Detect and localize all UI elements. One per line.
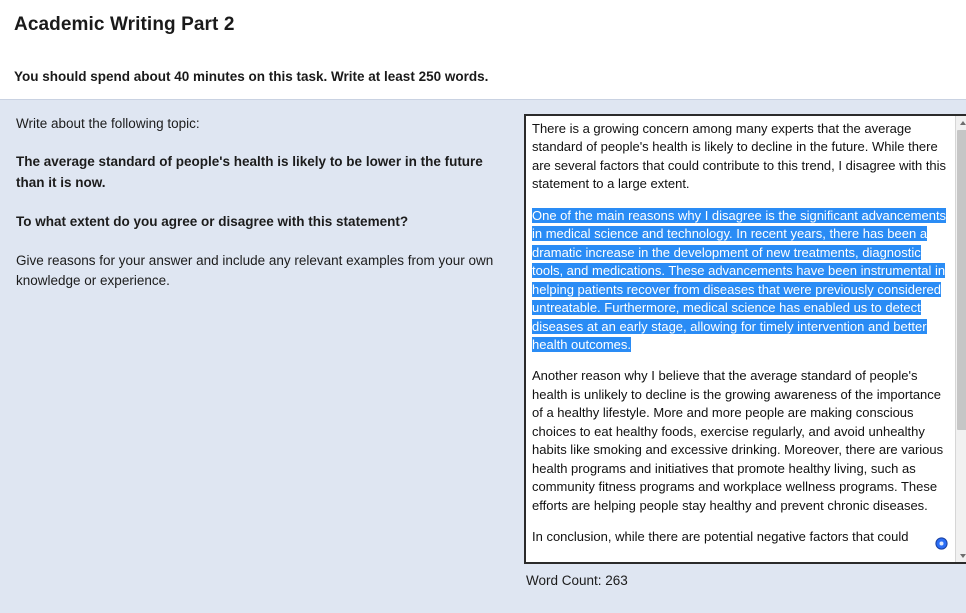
word-count-label: Word Count: 263 bbox=[526, 573, 628, 588]
scroll-up-arrow-icon[interactable] bbox=[956, 116, 966, 129]
prompt-lead: Write about the following topic: bbox=[16, 116, 200, 131]
essay-paragraph-3: Another reason why I believe that the average standard of people's health is unlikely to decline is the growing awareness of the importance of a healthy lifestyle. More and more people are making conscious choices to eat healthy foods, exercise regularly, and avoid unhealthy habits like smoking and excessive drinking. Moreover, there are various health programs and initiatives that promote healthy living, such as community fitness programs and workplace wellness programs. These efforts are helping people stay healthy and prevent chronic diseases. bbox=[532, 368, 944, 513]
prompt-question: To what extent do you agree or disagree with this statement? bbox=[16, 214, 409, 230]
task-body bbox=[0, 99, 966, 613]
scrollbar-thumb[interactable] bbox=[957, 130, 966, 430]
essay-paragraph-2-selected bbox=[532, 207, 949, 355]
essay-paragraph-2-text: One of the main reasons why I disagree is the significant advancements in medical science and technology. In recent years, there has been a dramatic increase in the development of new treatments, diagnostic tools, and medications. These advancements have been instrumental in helping patients recover from diseases that were previously considered untreatable. Furthermore, medical science has enabled us to detect diseases at an early stage, allowing for timely intervention and better health outcomes. bbox=[532, 207, 947, 352]
page-header bbox=[0, 0, 966, 99]
essay-paragraph-1: There is a growing concern among many experts that the average standard of people's health is likely to decline in the future. While there are several factors that could contribute to this trend, I disagree with this statement to a large extent. bbox=[532, 121, 947, 192]
task-instruction: You should spend about 40 minutes on this task. Write at least 250 words. bbox=[14, 69, 489, 84]
prompt-panel bbox=[14, 114, 504, 599]
scroll-down-arrow-icon[interactable] bbox=[956, 549, 966, 562]
answer-panel bbox=[524, 114, 966, 599]
prompt-guidance: Give reasons for your answer and include any relevant examples from your own knowledge or experience. bbox=[16, 253, 494, 289]
prompt-topic: The average standard of people's health is likely to be lower in the future than it is now. bbox=[16, 154, 483, 191]
editor-scrollbar[interactable] bbox=[955, 116, 966, 562]
essay-textarea[interactable] bbox=[524, 114, 966, 564]
page-title: Academic Writing Part 2 bbox=[14, 14, 235, 35]
essay-paragraph-4: In conclusion, while there are potential negative factors that could bbox=[532, 529, 909, 545]
essay-text-content[interactable] bbox=[526, 116, 955, 551]
